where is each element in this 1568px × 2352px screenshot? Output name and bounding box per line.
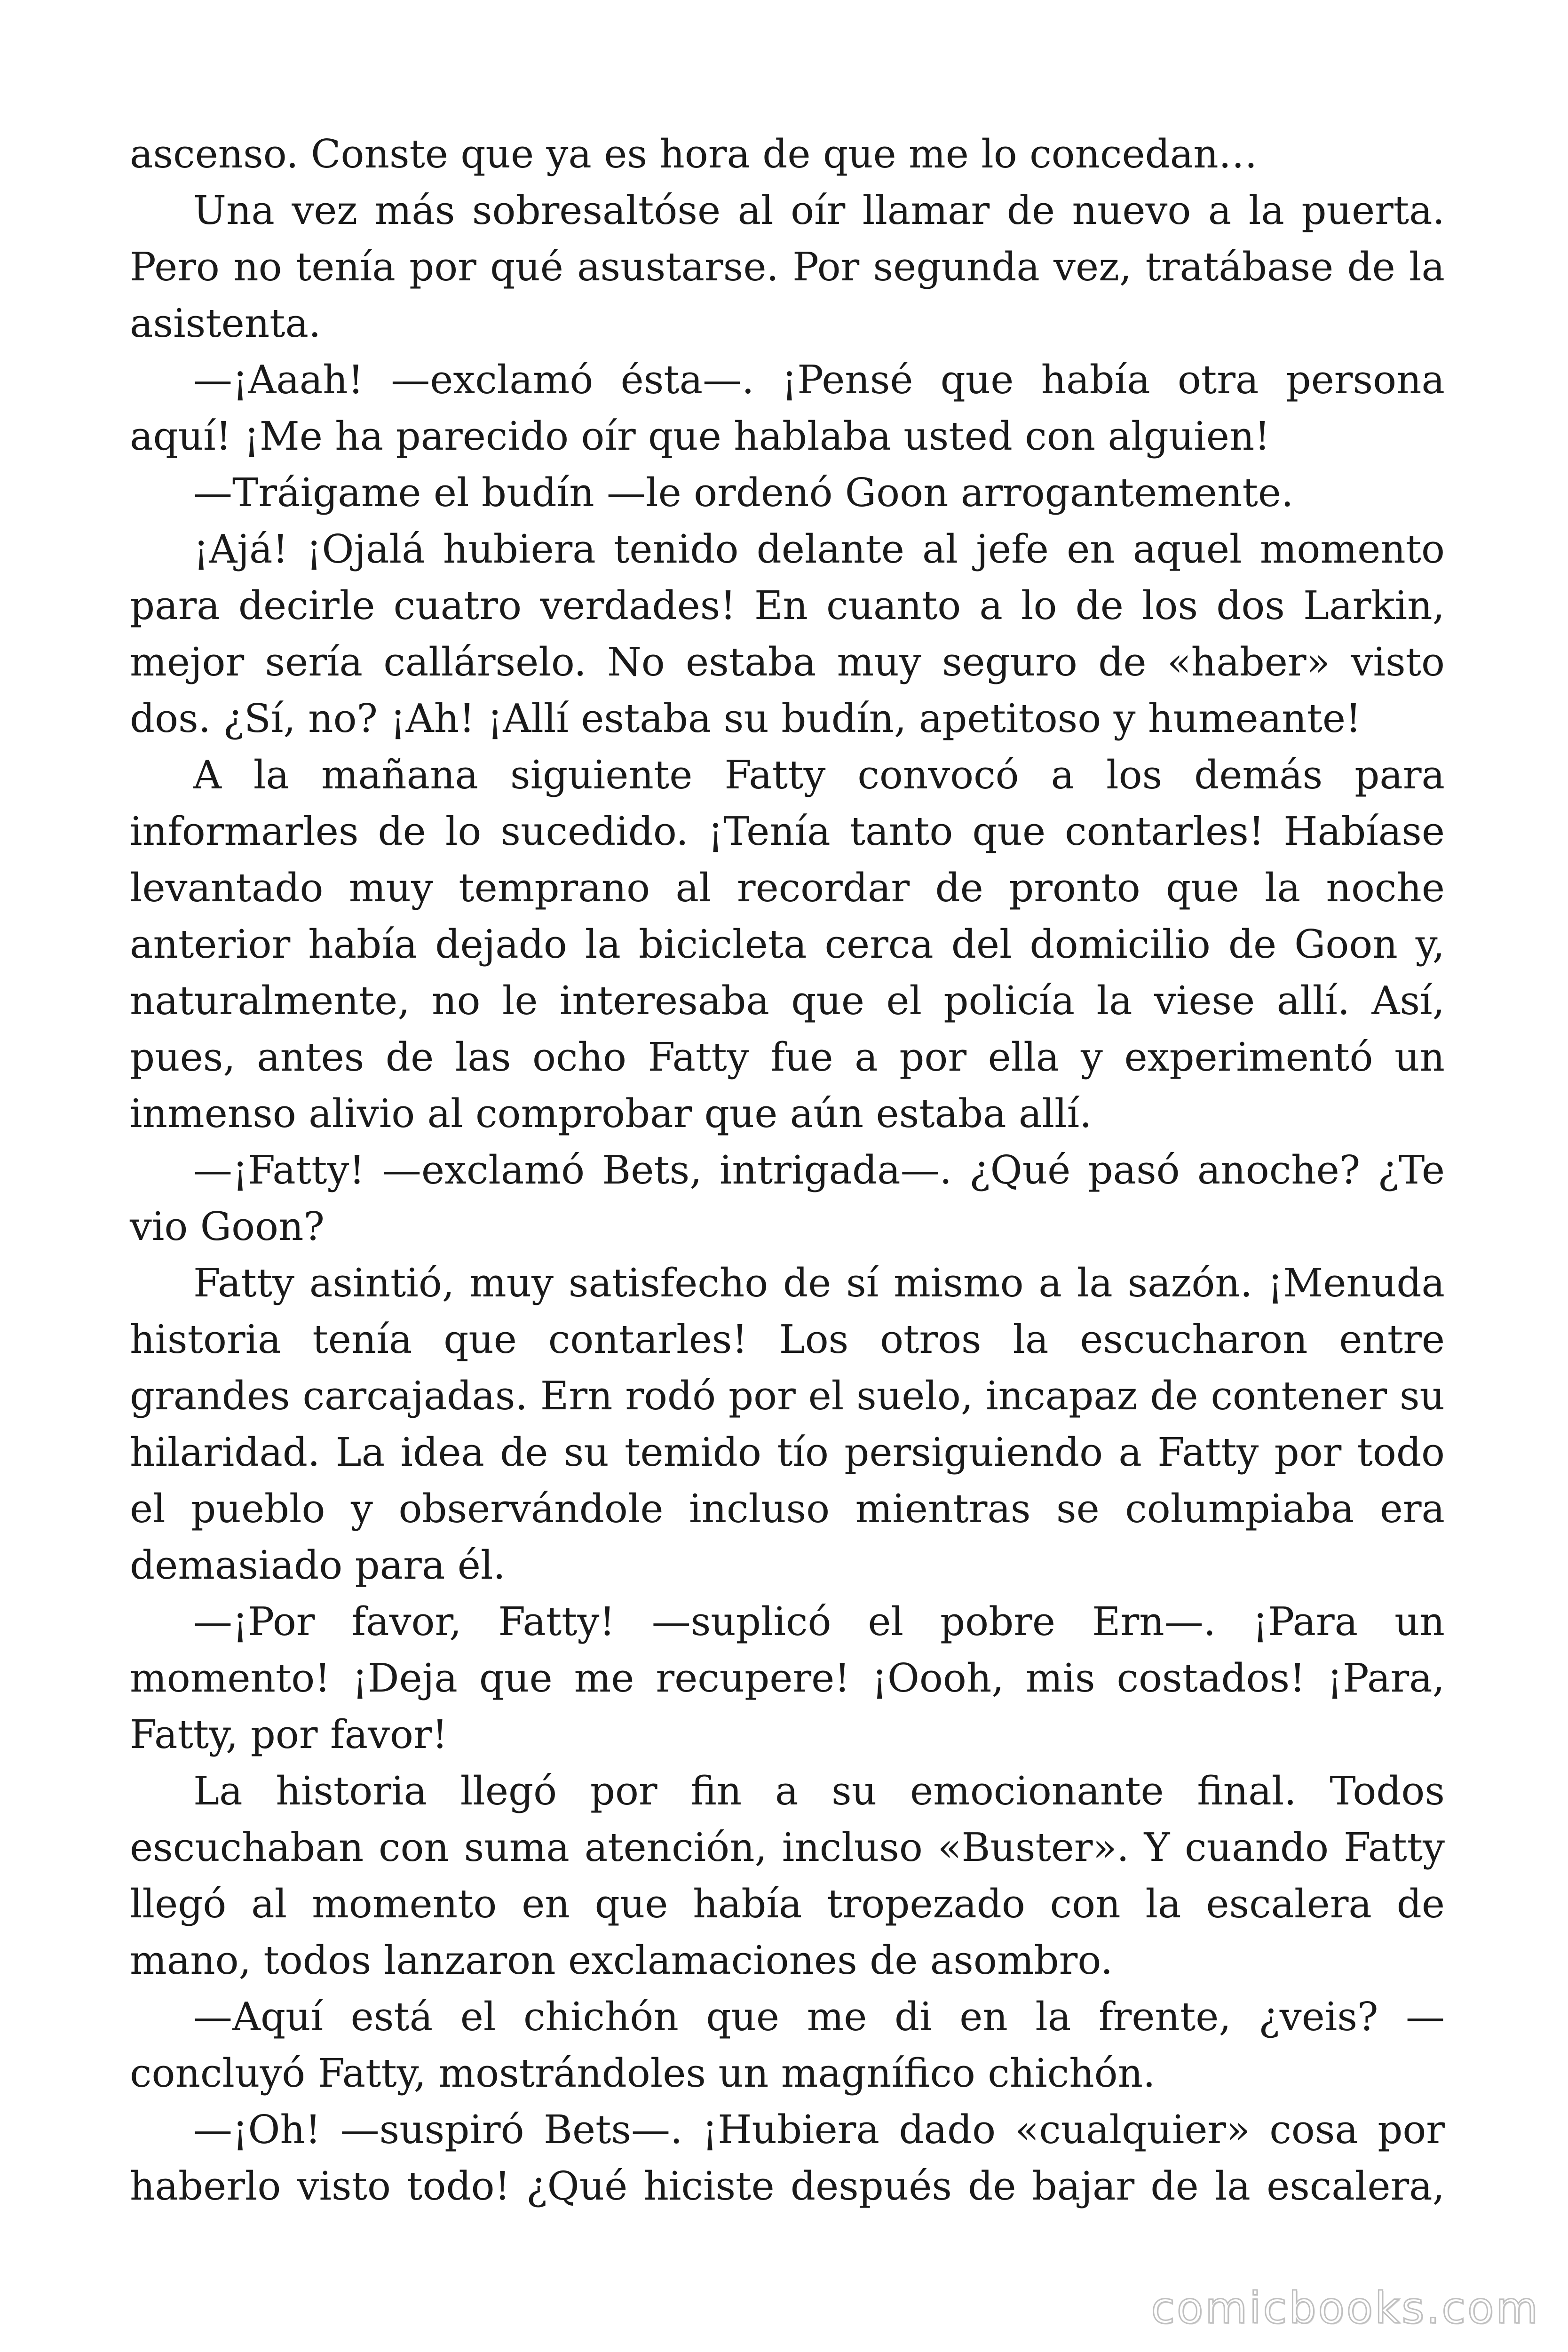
paragraph: —¡Aaah! —exclamó ésta—. ¡Pensé que había otra persona aquí! ¡Me ha parecido oír que hablaba usted con alguien!: [130, 357, 1445, 459]
paragraph: A la mañana siguiente Fatty convocó a los demás para informarles de lo sucedido. ¡Tenía tanto que contarles! Habíase levantado muy temprano al recordar de pronto que la noche anterior había dejado la bicicleta cerca del domicilio de Goon y, naturalmente, no le interesaba que el policía la viese allí. Así, pues, antes de las ocho Fatty fue a por ella y experimentó un inmenso alivio al comprobar que aún estaba allí.: [130, 752, 1445, 1136]
paragraph: —¡Oh! —suspiró Bets—. ¡Hubiera dado «cualquier» cosa por haberlo visto todo! ¿Qué hiciste después de bajar de la escalera,: [130, 2107, 1445, 2209]
page-text: [130, 126, 1445, 2215]
paragraph: —Aquí está el chichón que me di en la frente, ¿veis? —concluyó Fatty, mostrándoles un magnífico chichón.: [130, 1994, 1445, 2096]
watermark: comicbooks.com: [1151, 2283, 1540, 2333]
paragraph: —¡Por favor, Fatty! —suplicó el pobre Ern—. ¡Para un momento! ¡Deja que me recupere! ¡Oooh, mis costados! ¡Para, Fatty, por favor!: [130, 1599, 1445, 1757]
paragraph: ¡Ajá! ¡Ojalá hubiera tenido delante al jefe en aquel momento para decirle cuatro verdades! En cuanto a lo de los dos Larkin, mejor sería callárselo. No estaba muy seguro de «haber» visto dos. ¿Sí, no? ¡Ah! ¡Allí estaba su budín, apetitoso y humeante!: [130, 526, 1445, 741]
paragraph: Fatty asintió, muy satisfecho de sí mismo a la sazón. ¡Menuda historia tenía que contarles! Los otros la escucharon entre grandes carcajadas. Ern rodó por el suelo, incapaz de contener su hilaridad. La idea de su temido tío persiguiendo a Fatty por todo el pueblo y observándole incluso mientras se columpiaba era demasiado para él.: [130, 1260, 1445, 1588]
paragraph: Una vez más sobresaltóse al oír llamar de nuevo a la puerta. Pero no tenía por qué asustarse. Por segunda vez, tratábase de la asistenta.: [130, 188, 1445, 346]
paragraph: La historia llegó por fin a su emocionante final. Todos escuchaban con suma atención, incluso «Buster». Y cuando Fatty llegó al momento en que había tropezado con la escalera de mano, todos lanzaron exclamaciones de asombro.: [130, 1768, 1445, 1983]
paragraph: —¡Fatty! —exclamó Bets, intrigada—. ¿Qué pasó anoche? ¿Te vio Goon?: [130, 1147, 1445, 1249]
paragraph: —Tráigame el budín —le ordenó Goon arrogantemente.: [193, 470, 1294, 516]
paragraph: ascenso. Conste que ya es hora de que me lo concedan…: [130, 131, 1258, 177]
